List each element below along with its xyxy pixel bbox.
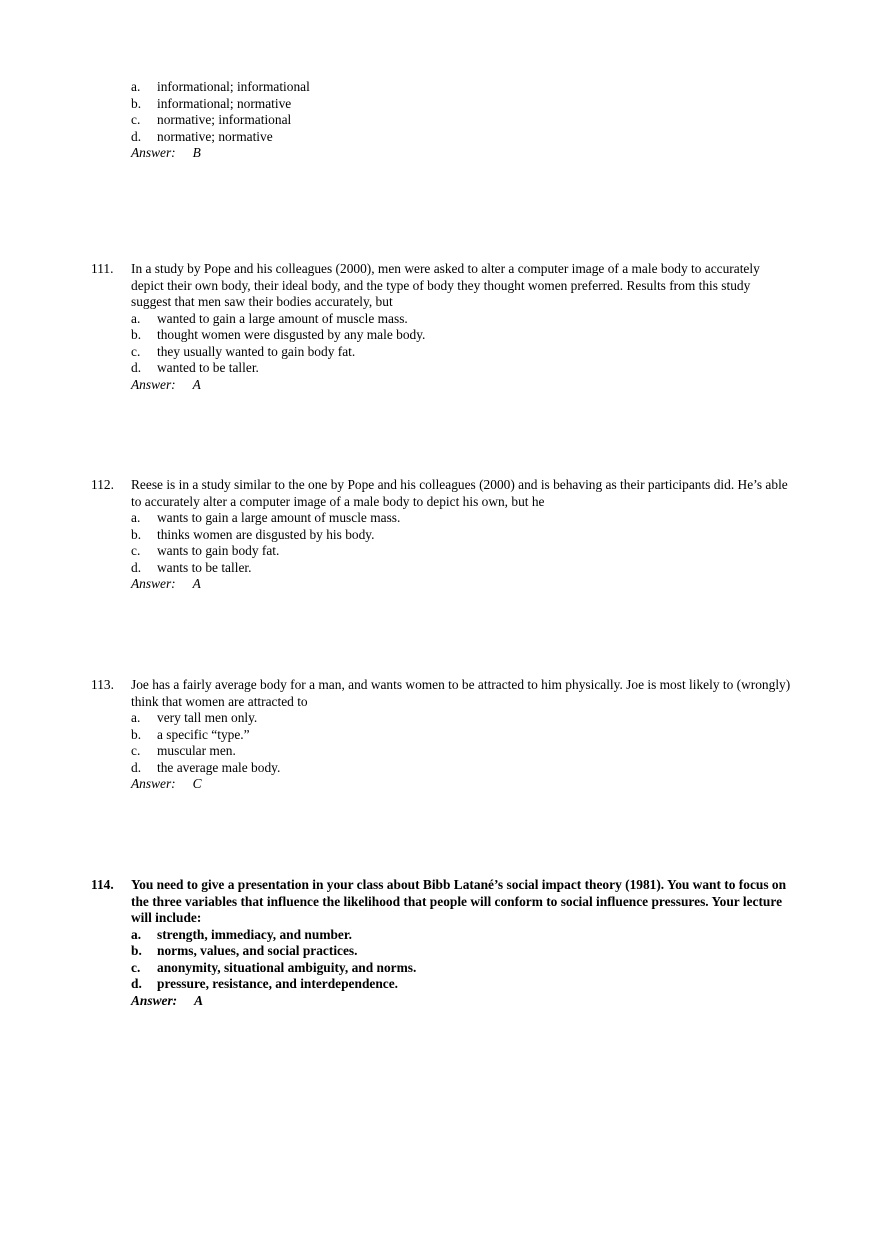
answer-label: Answer: bbox=[131, 376, 176, 392]
option-b bbox=[0, 327, 880, 344]
question-stem bbox=[0, 477, 791, 510]
option-text: informational; normative bbox=[157, 95, 292, 111]
question-text: You need to give a presentation in your class about Bibb Latané’s social impact theory (1981). You want to focus on the three variables that influence the likelihood that people will conform to social influence pressures. Your lecture will include: bbox=[131, 877, 787, 925]
option-a bbox=[0, 311, 880, 328]
option-text: wants to gain a large amount of muscle mass. bbox=[157, 510, 401, 525]
option-letter: d. bbox=[131, 360, 142, 375]
option-a bbox=[0, 710, 880, 727]
answer-value: A bbox=[192, 576, 201, 591]
question-text: In a study by Pope and his colleagues (2000), men were asked to alter a computer image of a male body to accurately depict their own body, their ideal body, and the type of body they thought women preferred. Results from this study suggest that men saw their bodies accurately, but bbox=[131, 261, 760, 309]
option-letter: c. bbox=[131, 743, 141, 758]
option-letter: c. bbox=[131, 543, 141, 558]
option-c bbox=[0, 344, 880, 361]
answer-value: A bbox=[192, 376, 201, 392]
question-113 bbox=[0, 677, 880, 793]
option-text: anonymity, situational ambiguity, and norms. bbox=[157, 959, 417, 975]
answer-line bbox=[0, 776, 880, 793]
option-letter: d. bbox=[131, 976, 142, 991]
option-letter: a. bbox=[131, 710, 141, 725]
option-text: norms, values, and social practices. bbox=[157, 943, 358, 958]
option-letter: c. bbox=[131, 112, 141, 127]
option-a bbox=[0, 510, 880, 527]
option-text: normative; informational bbox=[157, 112, 292, 127]
option-b bbox=[0, 96, 880, 113]
option-d bbox=[0, 129, 880, 146]
option-text: muscular men. bbox=[157, 743, 236, 758]
option-letter: b. bbox=[131, 526, 142, 542]
option-letter: d. bbox=[131, 128, 142, 144]
option-letter: b. bbox=[131, 95, 142, 111]
question-text: Joe has a fairly average body for a man, and wants women to be attracted to him physically. Joe is most likely to (wrongly) think that women are attracted to bbox=[131, 677, 791, 709]
option-letter: b. bbox=[131, 943, 142, 958]
question-text: Reese is in a study similar to the one by Pope and his colleagues (2000) and is behaving as their participants did. He’s able to accurately alter a computer image of a male body to depict his own, but he bbox=[131, 477, 788, 509]
option-d bbox=[0, 560, 880, 577]
answer-value: B bbox=[192, 145, 201, 160]
question-114 bbox=[0, 877, 880, 1009]
answer-label: Answer: bbox=[131, 576, 176, 591]
option-letter: a. bbox=[131, 510, 141, 525]
option-c bbox=[0, 743, 880, 760]
answer-line bbox=[0, 377, 880, 394]
option-letter: d. bbox=[131, 759, 142, 775]
option-c bbox=[0, 960, 880, 977]
option-letter: b. bbox=[131, 327, 142, 342]
option-letter: d. bbox=[131, 559, 142, 575]
option-text: strength, immediacy, and number. bbox=[157, 926, 352, 942]
question-110-continued bbox=[0, 79, 880, 162]
option-text: pressure, resistance, and interdependence. bbox=[157, 976, 399, 991]
option-letter: c. bbox=[131, 959, 141, 975]
option-b bbox=[0, 727, 880, 744]
answer-value: C bbox=[192, 776, 202, 791]
option-text: wants to be taller. bbox=[157, 559, 252, 575]
answer-label: Answer: bbox=[131, 992, 178, 1008]
option-text: thinks women are disgusted by his body. bbox=[157, 526, 375, 542]
option-text: normative; normative bbox=[157, 128, 273, 144]
option-letter: b. bbox=[131, 726, 142, 742]
answer-label: Answer: bbox=[131, 145, 176, 160]
option-a bbox=[0, 79, 880, 96]
option-b bbox=[0, 943, 880, 960]
option-a bbox=[0, 927, 880, 944]
option-text: wanted to gain a large amount of muscle mass. bbox=[157, 310, 408, 326]
option-b bbox=[0, 527, 880, 544]
option-letter: a. bbox=[131, 926, 142, 942]
option-text: a specific “type.” bbox=[157, 726, 250, 742]
question-number: 111. bbox=[91, 261, 114, 276]
option-d bbox=[0, 360, 880, 377]
option-d bbox=[0, 976, 880, 993]
question-stem bbox=[0, 877, 791, 927]
option-c bbox=[0, 112, 880, 129]
option-text: very tall men only. bbox=[157, 710, 258, 725]
option-letter: c. bbox=[131, 343, 141, 359]
option-letter: a. bbox=[131, 310, 141, 326]
answer-line bbox=[0, 993, 880, 1010]
question-number: 113. bbox=[91, 677, 114, 692]
option-c bbox=[0, 543, 880, 560]
question-112 bbox=[0, 477, 880, 593]
question-stem bbox=[0, 261, 791, 311]
question-111 bbox=[0, 261, 880, 393]
option-text: wants to gain body fat. bbox=[157, 543, 280, 558]
answer-label: Answer: bbox=[131, 776, 176, 791]
question-number: 114. bbox=[91, 877, 114, 892]
option-text: wanted to be taller. bbox=[157, 360, 259, 375]
option-d bbox=[0, 760, 880, 777]
answer-line bbox=[0, 576, 880, 593]
answer-line bbox=[0, 145, 880, 162]
option-text: informational; informational bbox=[157, 79, 310, 94]
option-text: the average male body. bbox=[157, 759, 281, 775]
option-text: they usually wanted to gain body fat. bbox=[157, 343, 356, 359]
answer-value: A bbox=[194, 992, 204, 1008]
question-stem bbox=[0, 677, 791, 710]
question-number: 112. bbox=[91, 477, 114, 492]
option-letter: a. bbox=[131, 79, 141, 94]
option-text: thought women were disgusted by any male body. bbox=[157, 327, 426, 342]
